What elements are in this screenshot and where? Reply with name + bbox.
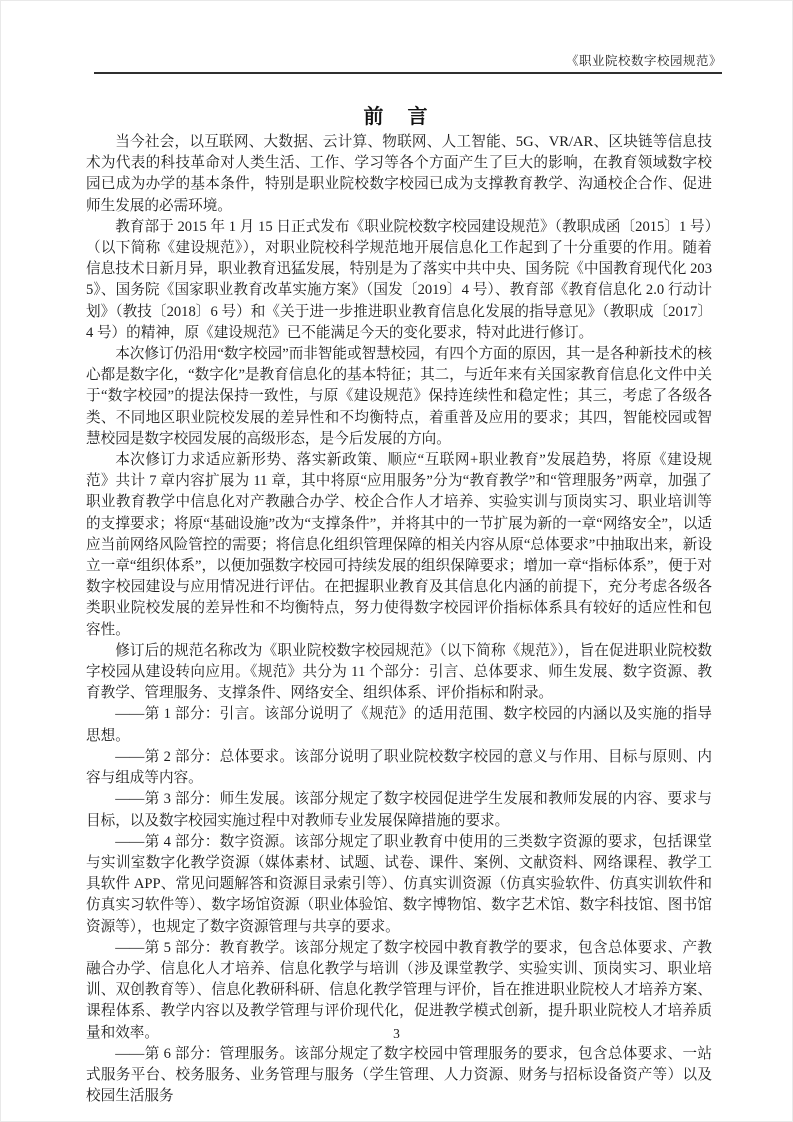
paragraph-moe-2015-release: 教育部于 2015 年 1 月 15 日正式发布《职业院校数字校园建设规范》（教职成函〔2015〕1 号）（以下简称《建设规范》），对职业院校科学规范地开展信息化工作起到了十分重要的作用。随着信息技术日新月异，职业教育迅猛发展，特别是为了落实中共中央、国务院《中国教育现代化 2035》、国务院《国家职业教育改革实施方案》（国发〔2019〕4 号）、教育部《教育信息化 2.0 行动计划》（教技〔2018〕6 号）和《关于进一步推进职业教育信息化发展的指导意见》（教职成〔2017〕4 号）的精神，原《建设规范》已不能满足今天的变化要求，特对此进行修订。	[86, 218, 712, 341]
paragraph-revision-scope: 本次修订力求适应新形势、落实新政策、顺应“互联网+职业教育”发展趋势，将原《建设规范》共计 7 章内容扩展为 11 章，其中将原“应用服务”分为“教育教学”和“管理服务”两章，加强了职业教育教学中信息化对产教融合办学、校企合作人才培养、实验实训与顶岗实习、职业培训等的支撑要求；将原“基础设施”改为“支撑条件”，并将其中的一节扩展为新的一章“网络安全”，以适应当前网络风险管控的需要；将信息化组织管理保障的相关内容从原“总体要求”中抽取出来，新设立一章“组织体系”，以便加强数字校园可持续发展的组织保障要求；增加一章“指标体系”，便于对数字校园建设与应用情况进行评估。在把握职业教育及其信息化内涵的前提下，充分考虑各级各类职业院校发展的差异性和不均衡特点，努力使得数字校园评价指标体系具有较好的适应性和包容性。	[86, 452, 712, 638]
document-body	[86, 132, 712, 1107]
page-title: 前 言	[363, 106, 430, 128]
paragraph-spec-structure: 修订后的规范名称改为《职业院校数字校园规范》（以下简称《规范》），旨在促进职业院校数字校园从建设转向应用。《规范》共分为 11 个部分：引言、总体要求、师生发展、数字资源、教育教学、管理服务、支撑条件、网络安全、组织体系、评价指标和附录。	[86, 642, 712, 702]
running-header: 《职业院校数字校园规范》	[565, 54, 722, 68]
page-number: 3	[393, 1026, 400, 1041]
paragraph-naming-rationale: 本次修订仍沿用“数字校园”而非智能或智慧校园，有四个方面的原因，其一是各种新技术的核心都是数字化，“数字化”是教育信息化的基本特征；其二，与近年来有关国家教育信息化文件中关于“数字校园”的提法保持一致性，与原《建设规范》保持连续性和稳定性；其三，考虑了各级各类、不同地区职业院校发展的差异性和不均衡特点，着重普及应用的要求；其四，智能校园或智慧校园是数字校园发展的高级形态，是今后发展的方向。	[86, 346, 712, 447]
paragraph-part-2: ——第 2 部分：总体要求。该部分说明了职业院校数字校园的意义与作用、目标与原则、内容与组成等内容。	[86, 748, 712, 787]
paragraph-intro-society: 当今社会，以互联网、大数据、云计算、物联网、人工智能、5G、VR/AR、区块链等信息技术为代表的科技革命对人类生活、工作、学习等各个方面产生了巨大的影响，在教育领域数字校园已成为办学的基本条件，特别是职业院校数字校园已成为支撑教育教学、沟通校企合作、促进师生发展的必需环境。	[86, 134, 712, 214]
header-rule	[94, 72, 722, 74]
paragraph-part-5: ——第 5 部分：教育教学。该部分规定了数字校园中教育教学的要求，包含总体要求、产教融合办学、信息化人才培养、信息化教学与培训（涉及课堂教学、实验实训、顶岗实习、职业培训、双创教育等）、信息化教研科研、信息化教学管理与评价，旨在推进职业院校人才培养方案、课程体系、教学内容以及教学管理与评价现代化，促进教学模式创新，提升职业院校人才培养质量和效率。	[86, 939, 712, 1041]
paragraph-part-4: ——第 4 部分：数字资源。该部分规定了职业教育中使用的三类数字资源的要求，包括课堂与实训室数字化教学资源（媒体素材、试题、试卷、课件、案例、文献资料、网络课程、教学工具软件 APP、常见问题解答和资源目录索引等）、仿真实训资源（仿真实验软件、仿真实训软件和仿真实习软件等）、数字场馆资源（职业体验馆、数字博物馆、数字艺术馆、数字科技馆、图书馆资源等），也规定了数字资源管理与共享的要求。	[86, 833, 712, 935]
paragraph-part-6: ——第 6 部分：管理服务。该部分规定了数字校园中管理服务的要求，包含总体要求、一站式服务平台、校务服务、业务管理与服务（学生管理、人力资源、财务与招标设备资产等）以及校园生活服务	[86, 1045, 712, 1105]
paragraph-part-3: ——第 3 部分：师生发展。该部分规定了数字校园促进学生发展和教师发展的内容、要求与目标，以及数字校园实施过程中对教师专业发展保障措施的要求。	[86, 791, 712, 829]
paragraph-part-1: ——第 1 部分：引言。该部分说明了《规范》的适用范围、数字校园的内涵以及实施的指导思想。	[86, 706, 712, 744]
